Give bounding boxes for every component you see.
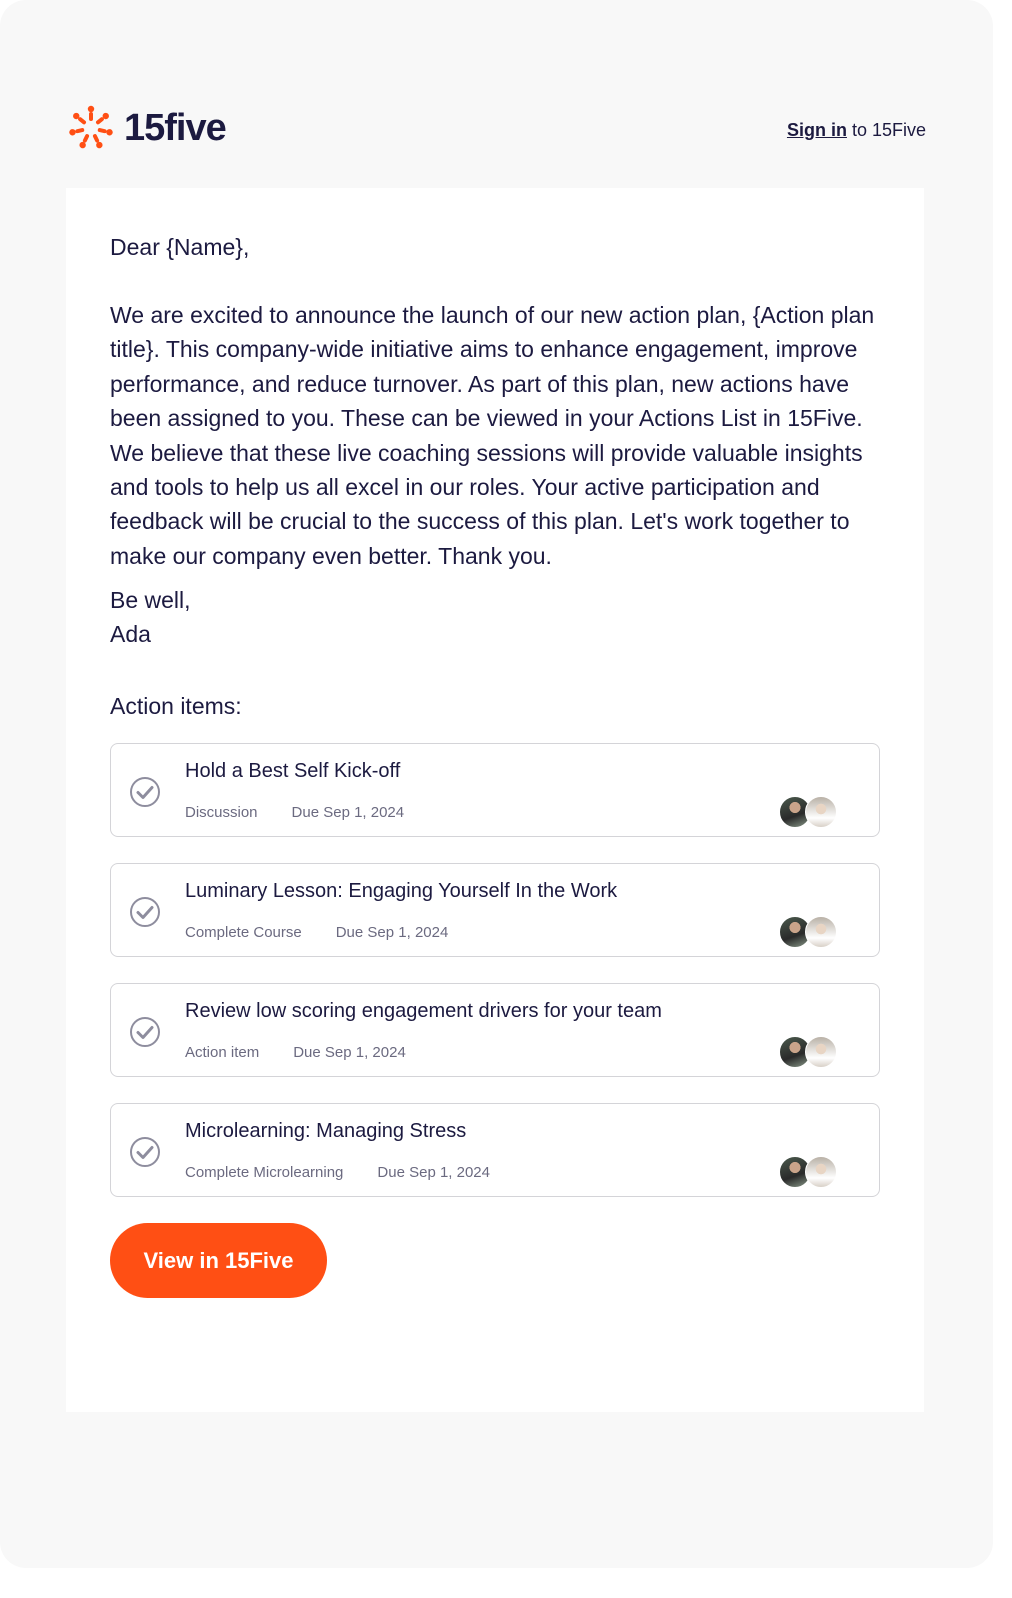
action-meta xyxy=(185,924,448,941)
action-due-date: Due Sep 1, 2024 xyxy=(293,1044,406,1062)
assignee-avatars xyxy=(779,1156,839,1188)
greeting: Dear {Name}, xyxy=(110,234,250,260)
action-item-card[interactable] xyxy=(110,743,880,837)
brand-wordmark: 15five xyxy=(124,106,226,149)
signin-prompt xyxy=(787,120,926,141)
signin-suffix: to 15Five xyxy=(846,120,926,140)
signature: Ada xyxy=(110,621,151,648)
action-meta xyxy=(185,1164,490,1181)
brand-logo xyxy=(66,102,226,154)
assignee-avatars xyxy=(779,796,839,828)
action-type: Complete Course xyxy=(185,924,302,942)
action-title: Luminary Lesson: Engaging Yourself In the Work xyxy=(185,880,618,903)
signoff xyxy=(110,583,880,651)
action-type: Action item xyxy=(185,1044,260,1062)
action-type: Discussion xyxy=(185,804,258,822)
avatar xyxy=(805,1036,837,1068)
check-circle-icon xyxy=(129,776,161,808)
check-circle-icon xyxy=(129,1016,161,1048)
assignee-avatars xyxy=(779,916,839,948)
action-item-card[interactable] xyxy=(110,983,880,1077)
action-due-date: Due Sep 1, 2024 xyxy=(377,1164,490,1182)
assignee-avatars xyxy=(779,1036,839,1068)
action-due-date: Due Sep 1, 2024 xyxy=(291,804,405,822)
action-type: Complete Microlearning xyxy=(185,1164,344,1182)
action-list xyxy=(110,743,880,1197)
email-body: We are excited to announce the launch of our new action plan, {Action plan title}. This company-wide initiative aims to enhance engagement, improve performance, and reduce turnover. As part of this plan, new actions have been assigned to you. These can be viewed in your Actions List in 15Five. We believe that these live coaching sessions will provide valuable insights and tools to help us all excel in our roles. Your active participation and feedback will be crucial to the success of this plan. Let's work together to make our company even better. Thank you. xyxy=(110,302,875,569)
signoff-line: Be well, xyxy=(110,587,191,614)
starburst-logo-icon xyxy=(66,103,116,153)
email-card xyxy=(66,188,924,1412)
check-circle-icon xyxy=(129,1136,161,1168)
action-title: Microlearning: Managing Stress xyxy=(185,1120,467,1143)
email-header xyxy=(66,102,926,154)
action-due-date: Due Sep 1, 2024 xyxy=(335,924,449,942)
action-meta xyxy=(185,804,404,821)
avatar xyxy=(805,1156,837,1188)
action-item-card[interactable] xyxy=(110,1103,880,1197)
signin-link[interactable]: Sign in xyxy=(786,120,847,140)
action-title: Review low scoring engagement drivers for your team xyxy=(185,1000,662,1023)
check-circle-icon xyxy=(129,896,161,928)
action-item-card[interactable] xyxy=(110,863,880,957)
email-content xyxy=(110,230,880,1298)
view-in-15five-button[interactable]: View in 15Five xyxy=(110,1223,327,1298)
avatar xyxy=(805,916,837,948)
action-title: Hold a Best Self Kick-off xyxy=(185,760,401,783)
avatar xyxy=(805,796,837,828)
action-items-heading: Action items: xyxy=(110,693,242,720)
action-meta xyxy=(185,1044,406,1061)
